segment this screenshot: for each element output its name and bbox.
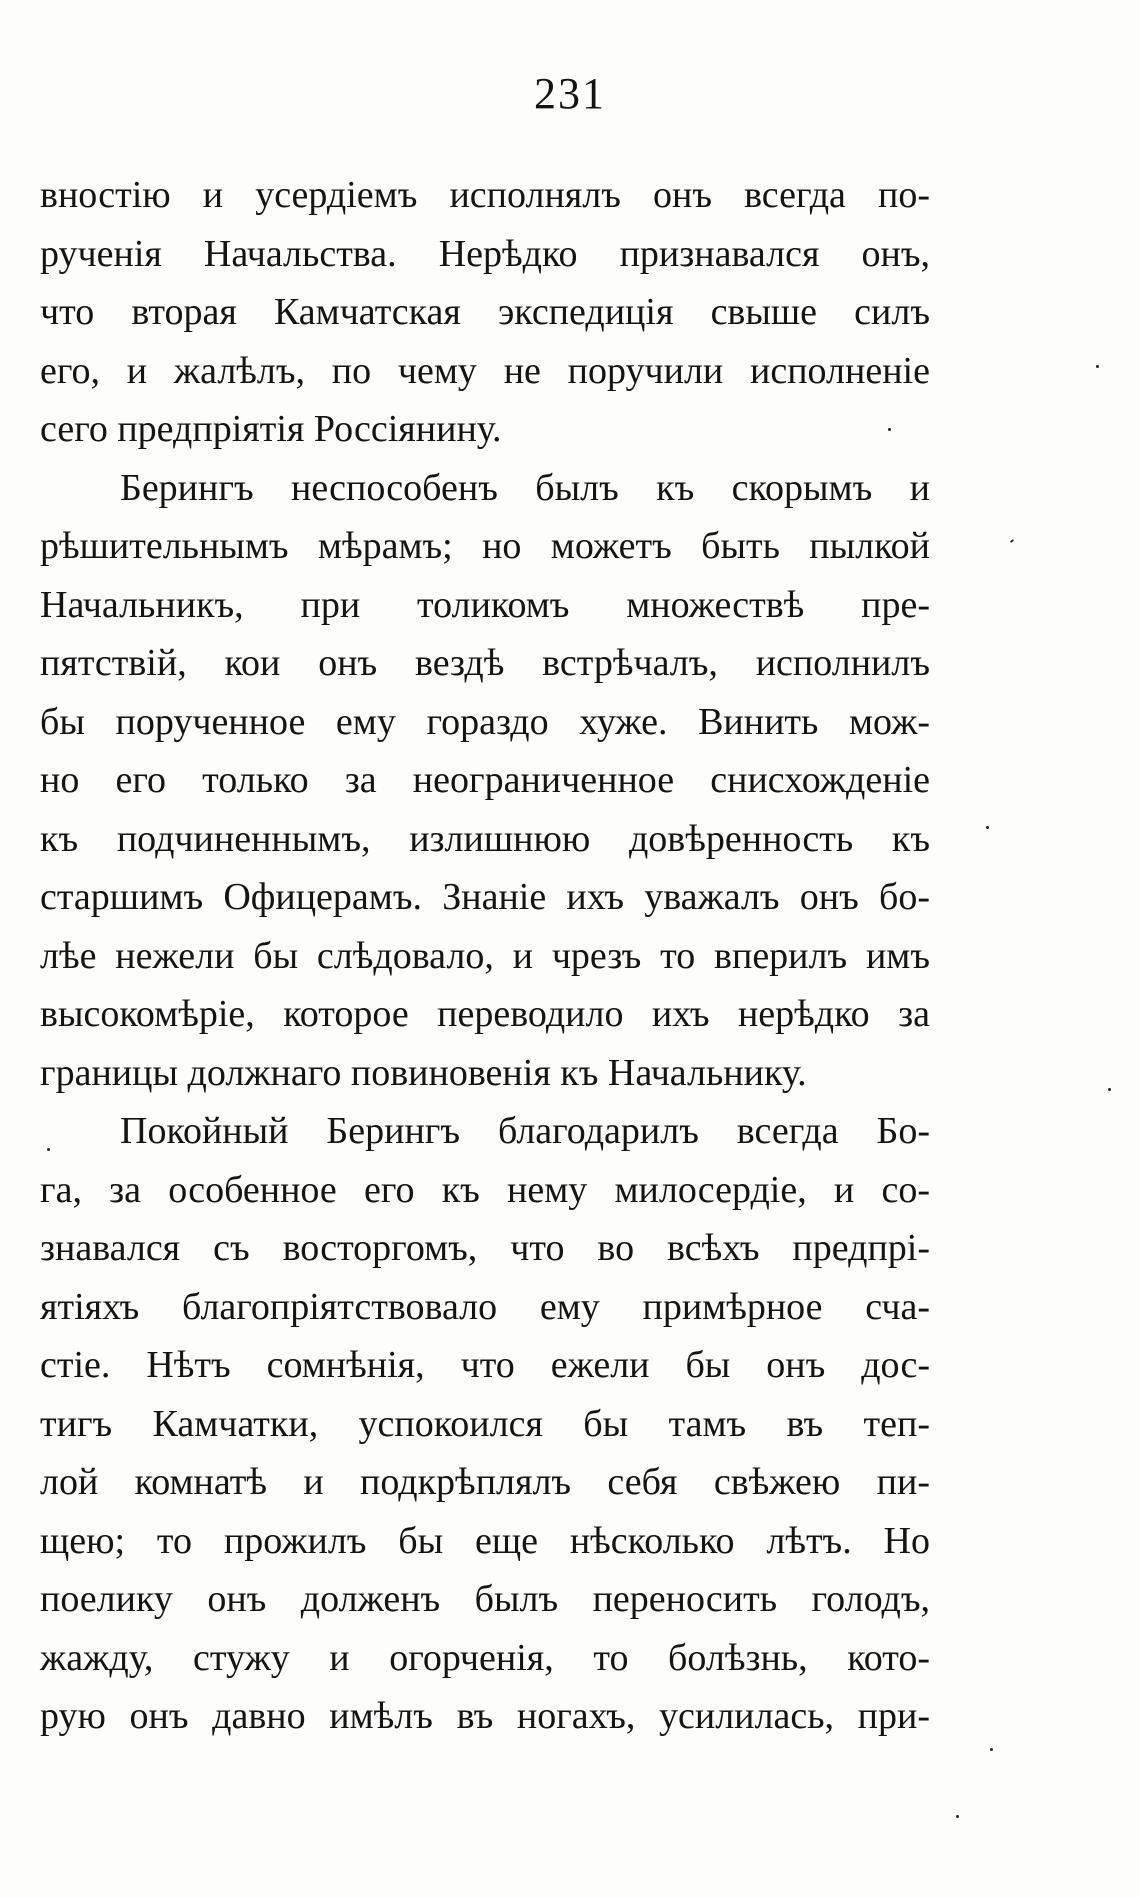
paragraph-start-line: Покойный Берингъ благодарилъ всегда Бо- [120,1110,930,1152]
scan-speck [1096,365,1099,368]
text-line: пятствій, кои онъ вездѣ встрѣчалъ, исполнилъ [40,642,930,684]
scan-speck [956,1815,959,1818]
text-line: лѣе нежели бы слѣдовало, и чрезъ то вперилъ имъ [40,934,930,977]
text-line: но его только за неограниченное снисхожденіе [40,759,930,801]
text-line: вностію и усердіемъ исполнялъ онъ всегда по- [40,174,930,216]
text-line: поелику онъ долженъ былъ переносить голодъ, [40,1578,930,1620]
text-line: лой комнатѣ и подкрѣплялъ себя свѣжею пи- [40,1461,930,1503]
body-text [40,166,930,1746]
text-line: тигъ Камчатки, успокоился бы тамъ въ теп- [40,1402,930,1445]
scan-speck [990,1748,993,1751]
text-line: высокомѣріе, которое переводило ихъ нерѣдко за [40,993,930,1035]
scan-speck [986,826,989,829]
text-line: его, и жалѣлъ, по чему не поручили исполненіе [40,349,930,392]
text-line: что вторая Камчатская экспедиція свыше силъ [40,291,930,333]
text-line: бы порученное ему гораздо хуже. Винить мож- [40,700,930,743]
text-line: знавался съ восторгомъ, что во всѣхъ предпрі- [40,1227,930,1269]
page-number: 231 [534,69,606,118]
text-line: границы должнаго повиновенія къ Начальнику. [40,1051,807,1094]
text-line: жажду, стужу и огорченія, то болѣзнь, кото- [40,1636,930,1679]
scan-speck [1010,539,1014,543]
text-line: стіе. Нѣтъ сомнѣнія, что ежели бы онъ дос- [40,1344,930,1386]
paragraph-start-line: Берингъ неспособенъ былъ къ скорымъ и [120,466,930,509]
text-line: рую онъ давно имѣлъ въ ногахъ, усилилась, при- [40,1695,930,1737]
text-line: ятіяхъ благопріятствовало ему примѣрное сча- [40,1285,930,1328]
scan-speck [888,428,891,431]
text-line: рѣшительнымъ мѣрамъ; но можетъ быть пылкой [40,525,930,567]
text-line: рученія Начальства. Нерѣдко признавался онъ, [40,232,930,275]
text-line: Начальникъ, при толикомъ множествѣ пре- [40,583,930,626]
text-line: щею; то прожилъ бы еще нѣсколько лѣтъ. Но [40,1519,930,1562]
text-line: сего предпріятія Россіянину. [40,408,502,450]
scan-speck [47,1148,50,1151]
text-line: га, за особенное его къ нему милосердіе, и со- [40,1168,930,1211]
text-line: къ подчиненнымъ, излишнюю довѣренность къ [40,817,930,860]
text-line: старшимъ Офицерамъ. Знаніе ихъ уважалъ онъ бо- [40,876,930,918]
scan-speck [1108,1088,1111,1091]
